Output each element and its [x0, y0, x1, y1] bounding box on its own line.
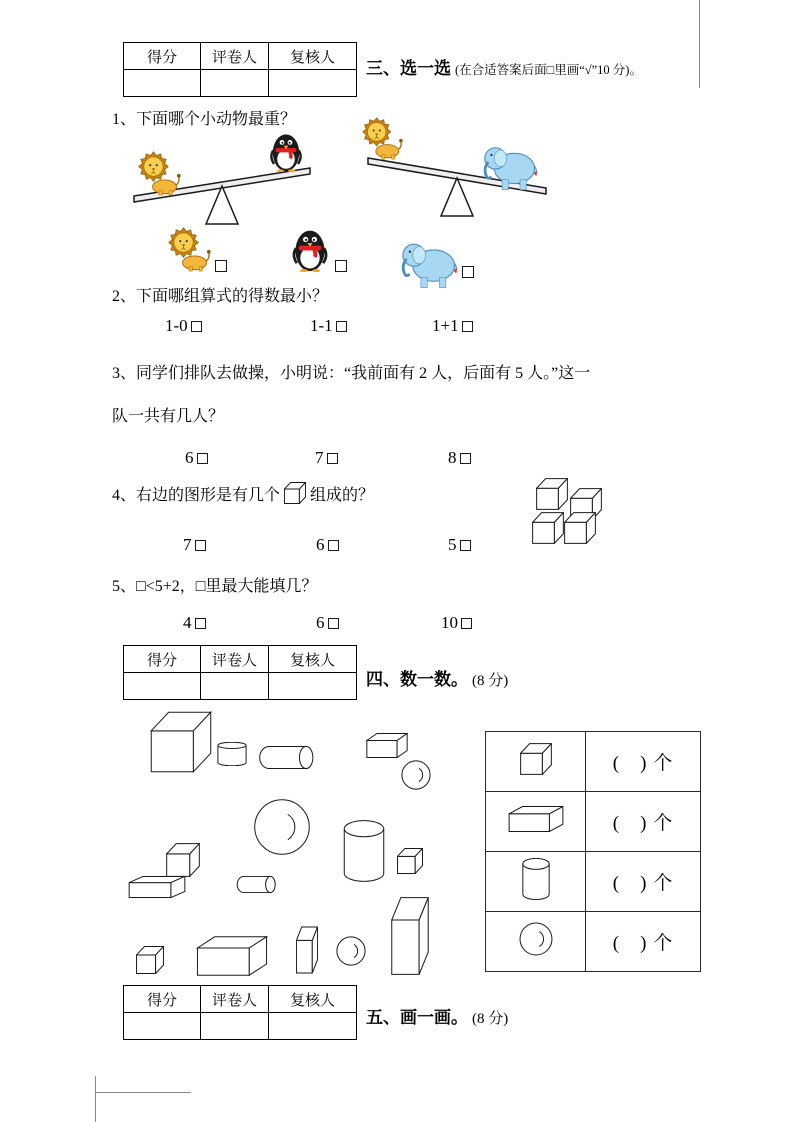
score-table: [123, 985, 357, 1040]
count-row-cuboid: [486, 792, 701, 852]
q3-option-0: [185, 448, 208, 468]
score-header-pingjuanren: 评卷人: [201, 986, 269, 1013]
cylinder-icon: [522, 858, 550, 900]
answer-checkbox[interactable]: [327, 453, 338, 464]
penguin-option-icon: [288, 228, 332, 272]
section3-heading: [366, 54, 642, 79]
lion-option-icon: [166, 226, 212, 272]
section3-subtitle: (在合适答案后面□里画“√”10 分)。: [455, 63, 642, 77]
score-blank-cell: [124, 673, 201, 700]
score-header-defen: 得分: [124, 646, 201, 673]
cube-cell: [486, 732, 586, 792]
q3-option-2: [448, 448, 471, 468]
score-blank-cell: [201, 673, 269, 700]
cylinder-h-shape: [236, 876, 276, 893]
score-table: [123, 42, 357, 97]
count-answer-cube[interactable]: ( ) 个: [586, 732, 701, 792]
cube-shape: [397, 848, 423, 874]
score-header-defen: 得分: [124, 43, 201, 70]
q4-option-2: [448, 535, 471, 555]
sphere-shape: [401, 760, 431, 790]
cuboid-shape: [366, 733, 408, 758]
score-table: [123, 645, 357, 700]
section3-title: 三、选一选: [366, 59, 451, 78]
score-blank-cell: [269, 1013, 357, 1040]
cuboid-icon: [508, 806, 564, 832]
answer-checkbox[interactable]: [197, 453, 208, 464]
q2-option-0-label: 1-0: [165, 316, 188, 335]
answer-checkbox-penguin[interactable]: [335, 260, 347, 272]
answer-checkbox[interactable]: [461, 618, 472, 629]
q4-option-1-label: 6: [316, 535, 325, 554]
section4-title: 四、数一数。: [366, 670, 468, 689]
count-row-sphere: [486, 912, 701, 972]
score-blank-cell: [201, 70, 269, 97]
answer-checkbox[interactable]: [195, 540, 206, 551]
cube-shape: [166, 843, 200, 877]
count-answer-cylinder[interactable]: ( ) 个: [586, 852, 701, 912]
cube-shape: [136, 946, 164, 974]
cube-shape: [150, 711, 212, 773]
q2-option-2: [432, 316, 473, 336]
question3-line2: 队一共有几人？: [112, 408, 225, 425]
answer-checkbox[interactable]: [460, 540, 471, 551]
page-border-bottom-left: [95, 1076, 96, 1122]
score-blank-cell: [201, 1013, 269, 1040]
cylinder-h-shape: [258, 746, 314, 769]
penguin-icon: [271, 134, 300, 172]
score-header-fuheren: 复核人: [269, 43, 357, 70]
question4-text: [112, 482, 374, 505]
section4-heading: [366, 665, 508, 690]
count-table: [485, 731, 701, 972]
answer-checkbox[interactable]: [195, 618, 206, 629]
q2-option-0: [165, 316, 202, 336]
question3-line1: 3、同学们排队去做操，小明说：“我前面有 2 人，后面有 5 人。”这一: [112, 365, 591, 382]
cuboid-shape: [296, 926, 318, 974]
q5-option-1: [316, 613, 339, 633]
q5-option-0-label: 4: [183, 613, 192, 632]
score-header-fuheren: 复核人: [269, 986, 357, 1013]
q3-option-1: [315, 448, 338, 468]
q3-option-0-label: 6: [185, 448, 194, 467]
question4-suffix: 组成的？: [310, 487, 375, 504]
q4-option-2-label: 5: [448, 535, 457, 554]
answer-checkbox-lion[interactable]: [215, 260, 227, 272]
cylinder-cell: [486, 852, 586, 912]
count-row-cylinder: [486, 852, 701, 912]
q2-option-2-label: 1+1: [432, 316, 459, 335]
cube-icon: [520, 743, 552, 775]
sphere-icon: [519, 922, 553, 956]
q4-option-1: [316, 535, 339, 555]
elephant-option-icon: [400, 232, 458, 290]
count-answer-cuboid[interactable]: ( ) 个: [586, 792, 701, 852]
section4-points: (8 分): [472, 673, 509, 689]
section5-points: (8 分): [472, 1011, 509, 1027]
cuboid-shape: [196, 936, 268, 976]
score-blank-cell: [124, 1013, 201, 1040]
cube-cluster-figure: [526, 474, 608, 550]
count-row-cube: [486, 732, 701, 792]
q5-option-0: [183, 613, 206, 633]
score-blank-cell: [269, 70, 357, 97]
sphere-shape: [253, 798, 311, 856]
cuboid-shape: [128, 876, 186, 898]
q2-option-1: [310, 316, 347, 336]
section5-heading: [366, 1003, 508, 1028]
q4-option-0: [183, 535, 206, 555]
q4-option-0-label: 7: [183, 535, 192, 554]
cuboid-shape: [391, 896, 429, 976]
answer-checkbox[interactable]: [191, 321, 202, 332]
lion-icon: [363, 118, 403, 159]
score-header-defen: 得分: [124, 986, 201, 1013]
cylinder-v-shape: [217, 742, 247, 766]
cube-icon: [284, 482, 306, 504]
cuboid-cell: [486, 792, 586, 852]
score-header-fuheren: 复核人: [269, 646, 357, 673]
answer-checkbox[interactable]: [460, 453, 471, 464]
section5-title: 五、画一画。: [366, 1008, 468, 1027]
q3-option-2-label: 8: [448, 448, 457, 467]
sphere-cell: [486, 912, 586, 972]
q5-option-2: [441, 613, 472, 633]
answer-checkbox[interactable]: [462, 321, 473, 332]
question4-prefix: 4、右边的图形是有几个: [112, 487, 281, 504]
cylinder-v-shape: [343, 820, 385, 882]
score-blank-cell: [124, 70, 201, 97]
score-header-pingjuanren: 评卷人: [201, 646, 269, 673]
q5-option-1-label: 6: [316, 613, 325, 632]
page-border-right: [699, 0, 700, 88]
answer-checkbox[interactable]: [336, 321, 347, 332]
seesaw-lion-elephant: [358, 116, 558, 224]
lion-icon: [139, 152, 181, 195]
sphere-shape: [336, 936, 366, 966]
question1-text: 1、下面哪个小动物最重？: [112, 111, 297, 128]
question5-text: 5、□<5+2，□里最大能填几？: [112, 578, 318, 595]
answer-checkbox[interactable]: [328, 618, 339, 629]
seesaw-lion-penguin: [128, 132, 318, 232]
answer-checkbox-elephant[interactable]: [462, 266, 474, 278]
answer-checkbox[interactable]: [328, 540, 339, 551]
page-border-bottom-line: [95, 1092, 191, 1093]
score-header-pingjuanren: 评卷人: [201, 43, 269, 70]
shape-field: [125, 706, 477, 982]
q3-option-1-label: 7: [315, 448, 324, 467]
q2-option-1-label: 1-1: [310, 316, 333, 335]
q5-option-2-label: 10: [441, 613, 458, 632]
score-blank-cell: [269, 673, 357, 700]
count-answer-sphere[interactable]: ( ) 个: [586, 912, 701, 972]
question2-text: 2、下面哪组算式的得数最小？: [112, 288, 329, 305]
